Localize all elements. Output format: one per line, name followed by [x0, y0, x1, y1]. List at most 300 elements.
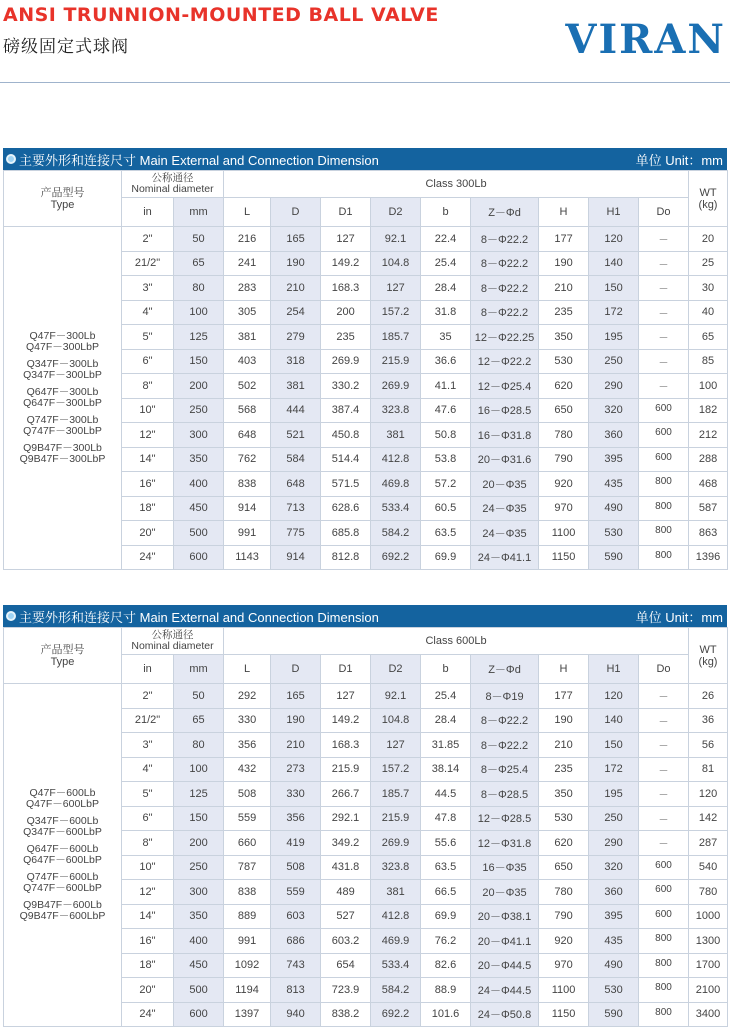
table-cell: 356	[271, 806, 321, 831]
table-cell: －	[639, 300, 689, 325]
table-cell: 600	[639, 423, 689, 448]
table-cell: 149.2	[321, 708, 371, 733]
table-cell: 279	[271, 325, 321, 350]
table-cell: 920	[539, 929, 589, 954]
table-cell: 600	[174, 1002, 224, 1027]
table-cell: 620	[539, 374, 589, 399]
table-cell: 250	[589, 806, 639, 831]
type-model: Q747F－600LbP	[23, 882, 102, 894]
table-cell: 190	[539, 251, 589, 276]
table-cell: 69.9	[421, 904, 471, 929]
table-cell: 692.2	[371, 545, 421, 570]
table-cell: 44.5	[421, 782, 471, 807]
table-cell: 323.8	[371, 398, 421, 423]
table-cell: 889	[224, 904, 271, 929]
table-cell: 838.2	[321, 1002, 371, 1027]
table-cell: 584.2	[371, 978, 421, 1003]
column-header: b	[421, 655, 471, 684]
table-cell: 16－Φ28.5	[471, 398, 539, 423]
table-cell: 584	[271, 447, 321, 472]
table-cell: 254	[271, 300, 321, 325]
table-cell: 125	[174, 782, 224, 807]
table-cell: 800	[639, 929, 689, 954]
table-cell: 25.4	[421, 684, 471, 709]
table-cell: 469.9	[371, 929, 421, 954]
table-cell: －	[639, 806, 689, 831]
table-cell: 88.9	[421, 978, 471, 1003]
table-cell: 320	[589, 398, 639, 423]
table-cell: 2"	[122, 684, 174, 709]
table-cell: 292.1	[321, 806, 371, 831]
table-cell: 21/2"	[122, 708, 174, 733]
table-cell: 165	[271, 227, 321, 252]
dimension-section-600lb	[3, 605, 727, 1027]
table-cell: 250	[174, 398, 224, 423]
table-cell: 600	[639, 904, 689, 929]
table-cell: 838	[224, 472, 271, 497]
table-cell: 200	[174, 831, 224, 856]
table-cell: 80	[174, 276, 224, 301]
table-cell: 508	[271, 855, 321, 880]
table-cell: 16"	[122, 472, 174, 497]
table-cell: 800	[639, 1002, 689, 1027]
type-header-en: Type	[50, 655, 75, 668]
table-cell: 210	[271, 733, 321, 758]
nominal-header-cn: 公称通径	[151, 172, 194, 184]
table-cell: 292	[224, 684, 271, 709]
table-cell: 150	[174, 806, 224, 831]
table-cell: 838	[224, 880, 271, 905]
table-cell: 559	[224, 806, 271, 831]
type-model: Q47F－600LbP	[26, 798, 99, 810]
table-cell: －	[639, 251, 689, 276]
table-cell: 381	[371, 880, 421, 905]
type-model: Q9B47F－300Lb	[23, 441, 102, 454]
column-header: H1	[589, 198, 639, 227]
table-cell: 14"	[122, 904, 174, 929]
table-cell: 970	[539, 953, 589, 978]
dimension-table	[3, 170, 728, 570]
dimension-section-300lb	[3, 148, 727, 570]
table-cell: 940	[271, 1002, 321, 1027]
table-cell: 419	[271, 831, 321, 856]
column-header: L	[224, 198, 271, 227]
table-cell: 323.8	[371, 855, 421, 880]
unit-label: 单位 Unit：mm	[635, 609, 723, 625]
table-cell: 800	[639, 472, 689, 497]
table-cell: 172	[589, 300, 639, 325]
table-cell: 800	[639, 521, 689, 546]
table-cell: 3400	[689, 1002, 728, 1027]
table-cell: 800	[639, 978, 689, 1003]
column-header: H	[539, 655, 589, 684]
table-cell: 450.8	[321, 423, 371, 448]
table-cell: 85	[689, 349, 728, 374]
table-cell: 195	[589, 325, 639, 350]
table-cell: 502	[224, 374, 271, 399]
table-cell: 584.2	[371, 521, 421, 546]
page-header	[0, 0, 730, 84]
type-model-group	[4, 443, 121, 466]
table-cell: 100	[174, 757, 224, 782]
type-models-cell	[4, 227, 122, 570]
table-cell: 787	[224, 855, 271, 880]
table-cell: 20－Φ35	[471, 880, 539, 905]
type-model: Q647F－600Lb	[26, 842, 99, 855]
table-cell: 172	[589, 757, 639, 782]
table-cell: 914	[271, 545, 321, 570]
nominal-header-en: Nominal diameter	[131, 640, 214, 652]
table-cell: 20－Φ38.1	[471, 904, 539, 929]
table-cell: 104.8	[371, 708, 421, 733]
table-cell: 47.6	[421, 398, 471, 423]
table-cell: 250	[174, 855, 224, 880]
table-cell: 800	[639, 496, 689, 521]
type-model: Q9B47F－300LbP	[19, 453, 106, 465]
table-cell: 1143	[224, 545, 271, 570]
table-cell: 82.6	[421, 953, 471, 978]
table-cell: 215.9	[371, 349, 421, 374]
table-cell: 530	[539, 806, 589, 831]
table-cell: 395	[589, 447, 639, 472]
unit-label: 单位 Unit：mm	[635, 152, 723, 168]
table-cell: 266.7	[321, 782, 371, 807]
table-cell: 190	[271, 251, 321, 276]
table-cell: 600	[639, 880, 689, 905]
table-cell: 50.8	[421, 423, 471, 448]
table-cell: 57.2	[421, 472, 471, 497]
table-cell: 603	[271, 904, 321, 929]
table-cell: 920	[539, 472, 589, 497]
column-header: H1	[589, 655, 639, 684]
table-cell: 660	[224, 831, 271, 856]
table-cell: 14"	[122, 447, 174, 472]
table-cell: 168.3	[321, 276, 371, 301]
table-cell: 30	[689, 276, 728, 301]
type-model-group	[4, 900, 121, 923]
table-cell: 800	[639, 953, 689, 978]
type-model: Q47F－300LbP	[26, 341, 99, 353]
weight-header	[689, 171, 728, 227]
title-english: ANSI TRUNNION-MOUNTED BALL VALVE	[3, 4, 439, 26]
table-cell: 50	[174, 684, 224, 709]
table-cell: 150	[589, 276, 639, 301]
type-model: Q347F－300Lb	[26, 357, 99, 370]
table-cell: 1396	[689, 545, 728, 570]
table-cell: 780	[539, 880, 589, 905]
table-cell: 165	[271, 684, 321, 709]
table-cell: 8－Φ28.5	[471, 782, 539, 807]
column-header: mm	[174, 655, 224, 684]
table-cell: 1397	[224, 1002, 271, 1027]
table-cell: 533.4	[371, 953, 421, 978]
table-cell: 300	[174, 880, 224, 905]
table-cell: 283	[224, 276, 271, 301]
table-cell: 55.6	[421, 831, 471, 856]
column-header: b	[421, 198, 471, 227]
column-header: in	[122, 198, 174, 227]
table-cell: 530	[589, 978, 639, 1003]
table-cell: －	[639, 227, 689, 252]
table-cell: 215.9	[321, 757, 371, 782]
type-header-cn: 产品型号	[40, 643, 85, 656]
table-cell: 444	[271, 398, 321, 423]
table-cell: 20"	[122, 521, 174, 546]
table-cell: 269.9	[371, 374, 421, 399]
table-cell: 290	[589, 831, 639, 856]
table-cell: 210	[271, 276, 321, 301]
nominal-header-cn: 公称通径	[151, 629, 194, 641]
type-model: Q9B47F－600LbP	[19, 910, 106, 922]
type-header-en: Type	[50, 198, 75, 211]
table-cell: 4"	[122, 757, 174, 782]
table-cell: 500	[174, 978, 224, 1003]
column-header: D1	[321, 655, 371, 684]
table-cell: 692.2	[371, 1002, 421, 1027]
table-cell: 38.14	[421, 757, 471, 782]
table-cell: －	[639, 276, 689, 301]
table-cell: 800	[639, 545, 689, 570]
table-cell: 1092	[224, 953, 271, 978]
table-cell: 403	[224, 349, 271, 374]
table-cell: 60.5	[421, 496, 471, 521]
table-cell: 790	[539, 904, 589, 929]
table-cell: 654	[321, 953, 371, 978]
table-cell: 650	[539, 855, 589, 880]
table-cell: 450	[174, 496, 224, 521]
table-cell: 12－Φ31.8	[471, 831, 539, 856]
column-header: D2	[371, 198, 421, 227]
table-cell: 31.85	[421, 733, 471, 758]
table-cell: 269.9	[371, 831, 421, 856]
type-model-group	[4, 872, 121, 895]
table-cell: 8－Φ25.4	[471, 757, 539, 782]
table-cell: 182	[689, 398, 728, 423]
table-cell: 65	[174, 251, 224, 276]
table-cell: 469.8	[371, 472, 421, 497]
section-title: 主要外形和连接尺寸 Main External and Connection Dimension	[19, 152, 379, 168]
table-cell: 521	[271, 423, 321, 448]
table-cell: －	[639, 349, 689, 374]
table-cell: 168.3	[321, 733, 371, 758]
table-cell: 381	[224, 325, 271, 350]
type-model-group	[4, 387, 121, 410]
table-cell: 540	[689, 855, 728, 880]
table-cell: 360	[589, 880, 639, 905]
table-cell: 1194	[224, 978, 271, 1003]
table-cell: 56	[689, 733, 728, 758]
table-cell: 24"	[122, 545, 174, 570]
table-cell: 157.2	[371, 757, 421, 782]
table-cell: 65	[689, 325, 728, 350]
table-cell: 40	[689, 300, 728, 325]
table-cell: 435	[589, 929, 639, 954]
table-cell: 568	[224, 398, 271, 423]
table-cell: 28.4	[421, 276, 471, 301]
table-cell: 250	[589, 349, 639, 374]
type-model: Q347F－300LbP	[23, 369, 102, 381]
table-cell: －	[639, 831, 689, 856]
table-cell: 350	[539, 325, 589, 350]
table-cell: 305	[224, 300, 271, 325]
table-cell: 200	[321, 300, 371, 325]
table-cell: 863	[689, 521, 728, 546]
table-cell: 12"	[122, 880, 174, 905]
type-model-group	[4, 844, 121, 867]
table-cell: 400	[174, 929, 224, 954]
table-cell: 8－Φ22.2	[471, 227, 539, 252]
viran-logo: VIRAN	[565, 16, 726, 63]
table-cell: 81	[689, 757, 728, 782]
table-cell: 412.8	[371, 447, 421, 472]
table-cell: －	[639, 708, 689, 733]
table-cell: 20－Φ44.5	[471, 953, 539, 978]
table-cell: 685.8	[321, 521, 371, 546]
table-cell: 125	[174, 325, 224, 350]
table-cell: 8－Φ22.2	[471, 733, 539, 758]
table-cell: 20－Φ41.1	[471, 929, 539, 954]
table-cell: 63.5	[421, 855, 471, 880]
table-cell: 3"	[122, 276, 174, 301]
table-cell: 24－Φ44.5	[471, 978, 539, 1003]
table-cell: 600	[639, 447, 689, 472]
table-cell: 21/2"	[122, 251, 174, 276]
table-cell: 76.2	[421, 929, 471, 954]
table-cell: 25.4	[421, 251, 471, 276]
weight-header-label: WT	[699, 643, 717, 656]
table-cell: 24－Φ50.8	[471, 1002, 539, 1027]
table-cell: 12－Φ25.4	[471, 374, 539, 399]
table-cell: 288	[689, 447, 728, 472]
table-cell: 24－Φ41.1	[471, 545, 539, 570]
table-cell: 22.4	[421, 227, 471, 252]
column-header: L	[224, 655, 271, 684]
table-cell: 41.1	[421, 374, 471, 399]
table-cell: 18"	[122, 953, 174, 978]
table-cell: 600	[174, 545, 224, 570]
type-model: Q647F－300Lb	[26, 385, 99, 398]
table-cell: 1100	[539, 521, 589, 546]
table-cell: 780	[539, 423, 589, 448]
type-model-group	[4, 359, 121, 382]
section-title-bar	[3, 605, 727, 627]
table-cell: 150	[174, 349, 224, 374]
table-cell: 2100	[689, 978, 728, 1003]
table-cell: 20	[689, 227, 728, 252]
nominal-header-en: Nominal diameter	[131, 183, 214, 195]
table-cell: 26	[689, 684, 728, 709]
table-cell: 127	[371, 276, 421, 301]
table-cell: 514.4	[321, 447, 371, 472]
table-cell: 620	[539, 831, 589, 856]
table-cell: 8－Φ22.2	[471, 708, 539, 733]
type-model-group	[4, 415, 121, 438]
table-cell: 273	[271, 757, 321, 782]
table-cell: 435	[589, 472, 639, 497]
table-cell: 603.2	[321, 929, 371, 954]
table-cell: 648	[271, 472, 321, 497]
table-cell: 65	[174, 708, 224, 733]
table-cell: 970	[539, 496, 589, 521]
type-header	[4, 171, 122, 227]
table-cell: 287	[689, 831, 728, 856]
table-cell: 8－Φ22.2	[471, 276, 539, 301]
table-cell: 8"	[122, 374, 174, 399]
table-cell: 650	[539, 398, 589, 423]
table-cell: 127	[321, 684, 371, 709]
table-cell: 210	[539, 276, 589, 301]
column-header: Z－Φd	[471, 198, 539, 227]
table-cell: 780	[689, 880, 728, 905]
table-cell: 530	[539, 349, 589, 374]
table-cell: 381	[371, 423, 421, 448]
table-cell: 47.8	[421, 806, 471, 831]
table-cell: 812.8	[321, 545, 371, 570]
table-cell: 490	[589, 496, 639, 521]
table-cell: 350	[174, 447, 224, 472]
table-cell: 92.1	[371, 684, 421, 709]
type-model: Q647F－300LbP	[23, 397, 102, 409]
table-cell: 350	[174, 904, 224, 929]
class-header: Class 600Lb	[224, 628, 689, 655]
table-cell: 149.2	[321, 251, 371, 276]
table-cell: 628.6	[321, 496, 371, 521]
table-cell: 140	[589, 708, 639, 733]
table-cell: 381	[271, 374, 321, 399]
column-header: D	[271, 198, 321, 227]
table-cell: 412.8	[371, 904, 421, 929]
table-cell: 356	[224, 733, 271, 758]
table-cell: 104.8	[371, 251, 421, 276]
table-cell: 533.4	[371, 496, 421, 521]
table-cell: 431.8	[321, 855, 371, 880]
class-header: Class 300Lb	[224, 171, 689, 198]
column-header: Z－Φd	[471, 655, 539, 684]
table-cell: 24－Φ35	[471, 521, 539, 546]
bullet-circle-icon	[6, 154, 16, 164]
column-header: Do	[639, 198, 689, 227]
table-cell: 66.5	[421, 880, 471, 905]
table-cell: 1000	[689, 904, 728, 929]
table-cell: 500	[174, 521, 224, 546]
section-title-bar	[3, 148, 727, 170]
table-cell: 330	[224, 708, 271, 733]
table-cell: 914	[224, 496, 271, 521]
table-cell: 648	[224, 423, 271, 448]
table-cell: 120	[589, 227, 639, 252]
title-chinese: 磅级固定式球阀	[3, 37, 129, 57]
type-model: Q347F－600LbP	[23, 826, 102, 838]
table-cell: 743	[271, 953, 321, 978]
table-cell: 530	[589, 521, 639, 546]
table-cell: 686	[271, 929, 321, 954]
table-cell: 400	[174, 472, 224, 497]
table-cell: 600	[639, 398, 689, 423]
table-cell: 16－Φ35	[471, 855, 539, 880]
table-cell: 190	[539, 708, 589, 733]
type-model: Q347F－600Lb	[26, 814, 99, 827]
table-cell: 559	[271, 880, 321, 905]
column-header: D	[271, 655, 321, 684]
type-header-cn: 产品型号	[40, 186, 85, 199]
table-cell: 10"	[122, 855, 174, 880]
table-row	[4, 684, 728, 709]
column-header: D2	[371, 655, 421, 684]
table-cell: 16"	[122, 929, 174, 954]
table-cell: 991	[224, 521, 271, 546]
table-cell: 762	[224, 447, 271, 472]
type-model: Q747F－300LbP	[23, 425, 102, 437]
